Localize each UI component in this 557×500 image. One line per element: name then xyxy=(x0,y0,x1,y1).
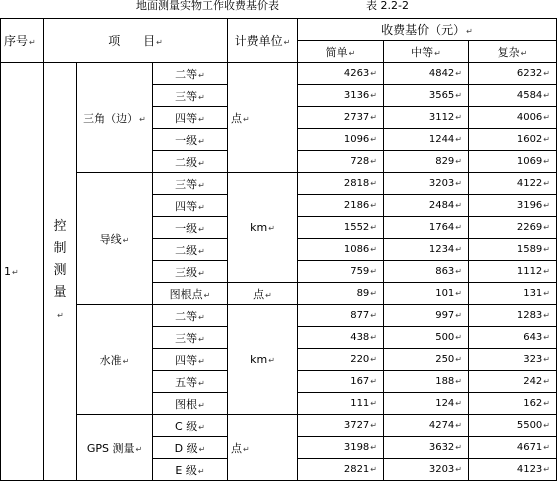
table-row xyxy=(1,173,557,195)
return-mark-icon: ↵ xyxy=(198,92,205,102)
grade-label: 四等 xyxy=(175,353,198,367)
return-mark-icon: ↵ xyxy=(455,245,462,254)
grade-cell xyxy=(153,459,228,481)
price-complex: 4671 xyxy=(516,442,543,453)
price-complex-cell xyxy=(469,327,557,349)
price-medium-cell xyxy=(384,85,469,107)
grade-label: 五等 xyxy=(175,375,198,389)
return-mark-icon: ↵ xyxy=(243,114,250,124)
return-mark-icon: ↵ xyxy=(543,355,550,364)
return-mark-icon: ↵ xyxy=(198,422,205,432)
price-medium-cell xyxy=(384,173,469,195)
price-medium: 2484 xyxy=(428,200,455,211)
table-title: 地面测量实物工作收费基价表 xyxy=(136,0,279,12)
price-simple-cell xyxy=(298,349,384,371)
price-complex: 4006 xyxy=(516,112,543,123)
price-medium-cell xyxy=(384,371,469,393)
return-mark-icon: ↵ xyxy=(203,290,211,300)
grade-cell xyxy=(153,173,228,195)
return-mark-icon: ↵ xyxy=(122,235,130,245)
seq-number: 1 xyxy=(4,265,11,278)
price-complex-cell xyxy=(469,283,557,305)
price-complex-cell xyxy=(469,371,557,393)
price-complex-cell xyxy=(469,85,557,107)
price-complex: 3196 xyxy=(516,200,543,211)
price-simple-cell xyxy=(298,437,384,459)
group-name: GPS 测量 xyxy=(86,441,135,455)
grade-label: 三等 xyxy=(175,89,198,103)
group-name-cell xyxy=(77,173,153,305)
price-simple: 438 xyxy=(350,332,370,343)
price-complex-cell xyxy=(469,151,557,173)
return-mark-icon: ↵ xyxy=(198,378,205,388)
price-complex-cell xyxy=(469,107,557,129)
grade-cell xyxy=(153,63,228,85)
grade-cell xyxy=(153,327,228,349)
group-name: 导线 xyxy=(99,232,122,246)
return-mark-icon: ↵ xyxy=(370,399,377,408)
price-medium: 500 xyxy=(435,332,455,343)
price-complex: 1069 xyxy=(516,156,543,167)
return-mark-icon: ↵ xyxy=(198,312,205,322)
return-mark-icon: ↵ xyxy=(122,356,130,366)
price-complex: 323 xyxy=(523,354,543,365)
return-mark-icon: ↵ xyxy=(198,70,205,80)
price-medium: 188 xyxy=(435,376,455,387)
price-simple: 2821 xyxy=(343,464,370,475)
grade-cell xyxy=(153,107,228,129)
grade-label: 二级 xyxy=(175,243,198,257)
table-number: 表 2.2-2 xyxy=(366,0,409,12)
header-seq: 序号↵ xyxy=(1,19,44,63)
price-medium-cell xyxy=(384,349,469,371)
price-medium-cell xyxy=(384,195,469,217)
return-mark-icon: ↵ xyxy=(370,157,377,166)
group-name-cell xyxy=(77,63,153,173)
return-mark-icon: ↵ xyxy=(543,201,550,210)
grade-label: D 级 xyxy=(174,441,198,455)
price-simple-cell xyxy=(298,305,384,327)
unit-cell xyxy=(228,63,298,173)
price-medium: 250 xyxy=(435,354,455,365)
price-complex: 162 xyxy=(523,398,543,409)
return-mark-icon: ↵ xyxy=(135,444,143,454)
category-cell xyxy=(44,63,77,481)
return-mark-icon: ↵ xyxy=(543,245,550,254)
header-medium: 中等↵ xyxy=(384,41,469,63)
return-mark-icon: ↵ xyxy=(243,444,250,454)
price-simple-cell xyxy=(298,459,384,481)
grade-label: C 级 xyxy=(175,419,198,433)
header-complex: 复杂↵ xyxy=(469,41,557,63)
price-simple: 728 xyxy=(350,156,370,167)
return-mark-icon: ↵ xyxy=(198,400,205,410)
grade-label: E 级 xyxy=(175,463,197,477)
return-mark-icon: ↵ xyxy=(455,91,462,100)
return-mark-icon: ↵ xyxy=(543,421,550,430)
header-simple: 简单↵ xyxy=(298,41,384,63)
fee-table xyxy=(0,18,557,481)
price-complex: 1112 xyxy=(516,266,543,277)
return-mark-icon: ↵ xyxy=(57,311,64,320)
price-complex: 1589 xyxy=(516,244,543,255)
return-mark-icon: ↵ xyxy=(455,333,462,342)
grade-label: 四等 xyxy=(175,111,198,125)
price-medium: 1244 xyxy=(428,134,455,145)
price-simple-cell xyxy=(298,129,384,151)
unit-label: km xyxy=(250,353,268,366)
price-simple-cell xyxy=(298,195,384,217)
return-mark-icon: ↵ xyxy=(543,267,550,276)
price-simple-cell xyxy=(298,261,384,283)
price-medium-cell xyxy=(384,129,469,151)
grade-label: 一级 xyxy=(175,221,198,235)
price-medium: 4274 xyxy=(428,420,455,431)
return-mark-icon: ↵ xyxy=(543,289,550,298)
price-medium-cell xyxy=(384,239,469,261)
price-medium: 997 xyxy=(435,310,455,321)
group-name-cell xyxy=(77,415,153,481)
price-complex: 1602 xyxy=(516,134,543,145)
price-simple: 2186 xyxy=(343,200,370,211)
grade-label: 一级 xyxy=(175,133,198,147)
price-medium-cell xyxy=(384,63,469,85)
price-medium: 3203 xyxy=(428,464,455,475)
price-medium: 3565 xyxy=(428,90,455,101)
grade-label: 二等 xyxy=(175,309,198,323)
unit-cell xyxy=(228,305,298,415)
return-mark-icon: ↵ xyxy=(370,135,377,144)
grade-cell xyxy=(153,415,228,437)
group-name-cell xyxy=(77,305,153,415)
price-simple-cell xyxy=(298,151,384,173)
price-simple-cell xyxy=(298,371,384,393)
price-complex-cell xyxy=(469,393,557,415)
grade-cell xyxy=(153,371,228,393)
grade-label: 三等 xyxy=(175,177,198,191)
price-complex-cell xyxy=(469,173,557,195)
unit-label: 点 xyxy=(253,287,265,301)
return-mark-icon: ↵ xyxy=(370,223,377,232)
category-char: 控 xyxy=(53,219,67,234)
return-mark-icon: ↵ xyxy=(543,69,550,78)
grade-cell xyxy=(153,261,228,283)
return-mark-icon: ↵ xyxy=(455,69,462,78)
category-char: 测 xyxy=(53,263,67,278)
price-medium: 863 xyxy=(435,266,455,277)
price-simple: 2737 xyxy=(343,112,370,123)
price-simple: 3136 xyxy=(343,90,370,101)
return-mark-icon: ↵ xyxy=(268,224,275,233)
price-simple: 111 xyxy=(350,398,370,409)
price-complex: 1283 xyxy=(516,310,543,321)
return-mark-icon: ↵ xyxy=(455,443,462,452)
price-medium: 4842 xyxy=(428,68,455,79)
price-complex: 6232 xyxy=(516,68,543,79)
grade-cell xyxy=(153,349,228,371)
header-price: 收费基价（元）↵ xyxy=(298,19,557,41)
price-simple-cell xyxy=(298,173,384,195)
unit-cell xyxy=(228,283,298,305)
return-mark-icon: ↵ xyxy=(268,356,275,365)
price-complex: 4584 xyxy=(516,90,543,101)
return-mark-icon: ↵ xyxy=(198,246,205,256)
grade-label: 三等 xyxy=(175,331,198,345)
price-complex-cell xyxy=(469,415,557,437)
return-mark-icon: ↵ xyxy=(455,201,462,210)
grade-label: 图根 xyxy=(175,397,198,411)
price-medium: 101 xyxy=(435,288,455,299)
table-row xyxy=(1,63,557,85)
price-simple-cell xyxy=(298,217,384,239)
price-simple: 167 xyxy=(350,376,370,387)
grade-cell xyxy=(153,437,228,459)
return-mark-icon: ↵ xyxy=(455,135,462,144)
price-complex-cell xyxy=(469,261,557,283)
price-medium-cell xyxy=(384,327,469,349)
price-simple: 1086 xyxy=(343,244,370,255)
grade-cell xyxy=(153,239,228,261)
price-medium-cell xyxy=(384,151,469,173)
price-medium: 124 xyxy=(435,398,455,409)
return-mark-icon: ↵ xyxy=(543,465,550,474)
category-char: 量 xyxy=(53,285,67,300)
return-mark-icon: ↵ xyxy=(543,135,550,144)
price-complex: 131 xyxy=(523,288,543,299)
return-mark-icon: ↵ xyxy=(455,223,462,232)
return-mark-icon: ↵ xyxy=(543,157,550,166)
category-label xyxy=(53,216,67,327)
grade-label: 三级 xyxy=(175,265,198,279)
return-mark-icon: ↵ xyxy=(543,399,550,408)
unit-label: 点 xyxy=(231,111,242,125)
return-mark-icon: ↵ xyxy=(455,399,462,408)
category-char: 制 xyxy=(53,241,67,256)
return-mark-icon: ↵ xyxy=(370,267,377,276)
return-mark-icon: ↵ xyxy=(198,224,205,234)
return-mark-icon: ↵ xyxy=(370,113,377,122)
return-mark-icon: ↵ xyxy=(543,311,550,320)
price-simple-cell xyxy=(298,239,384,261)
return-mark-icon: ↵ xyxy=(370,179,377,188)
price-complex-cell xyxy=(469,349,557,371)
grade-cell xyxy=(153,217,228,239)
grade-cell xyxy=(153,85,228,107)
title-row xyxy=(0,0,557,14)
return-mark-icon: ↵ xyxy=(455,465,462,474)
price-medium-cell xyxy=(384,437,469,459)
price-medium-cell xyxy=(384,393,469,415)
return-mark-icon: ↵ xyxy=(139,114,146,124)
price-complex-cell xyxy=(469,195,557,217)
price-medium-cell xyxy=(384,107,469,129)
return-mark-icon: ↵ xyxy=(370,69,377,78)
return-mark-icon: ↵ xyxy=(370,311,377,320)
grade-label: 图根点 xyxy=(169,287,203,301)
return-mark-icon: ↵ xyxy=(370,201,377,210)
grade-cell xyxy=(153,195,228,217)
return-mark-icon: ↵ xyxy=(543,333,550,342)
return-mark-icon: ↵ xyxy=(198,136,205,146)
return-mark-icon: ↵ xyxy=(543,377,550,386)
return-mark-icon: ↵ xyxy=(455,377,462,386)
group-name: 水准 xyxy=(99,353,122,367)
grade-label: 二级 xyxy=(175,155,198,169)
price-medium: 3632 xyxy=(428,442,455,453)
return-mark-icon: ↵ xyxy=(370,465,377,474)
price-simple: 877 xyxy=(350,310,370,321)
unit-label: km xyxy=(250,221,268,234)
return-mark-icon: ↵ xyxy=(543,113,550,122)
table-row xyxy=(1,305,557,327)
price-medium-cell xyxy=(384,459,469,481)
return-mark-icon: ↵ xyxy=(198,444,206,454)
unit-label: 点 xyxy=(231,441,242,455)
return-mark-icon: ↵ xyxy=(543,443,550,452)
price-complex-cell xyxy=(469,129,557,151)
seq-cell xyxy=(1,63,44,481)
header-item: 项 目↵ xyxy=(44,19,228,63)
return-mark-icon: ↵ xyxy=(198,114,205,124)
price-simple: 4263 xyxy=(343,68,370,79)
return-mark-icon: ↵ xyxy=(370,245,377,254)
price-simple-cell xyxy=(298,415,384,437)
price-medium-cell xyxy=(384,415,469,437)
price-simple-cell xyxy=(298,107,384,129)
return-mark-icon: ↵ xyxy=(12,268,19,277)
price-complex: 5500 xyxy=(516,420,543,431)
unit-cell xyxy=(228,173,298,283)
return-mark-icon: ↵ xyxy=(543,91,550,100)
price-medium: 829 xyxy=(435,156,455,167)
return-mark-icon: ↵ xyxy=(370,289,377,298)
price-medium: 3203 xyxy=(428,178,455,189)
return-mark-icon: ↵ xyxy=(370,333,377,342)
grade-cell xyxy=(153,305,228,327)
price-simple: 89 xyxy=(356,288,370,299)
group-name: 三角（边） xyxy=(83,111,139,125)
return-mark-icon: ↵ xyxy=(455,267,462,276)
price-complex-cell xyxy=(469,239,557,261)
price-complex: 4123 xyxy=(516,464,543,475)
price-medium-cell xyxy=(384,261,469,283)
price-complex: 4122 xyxy=(516,178,543,189)
price-medium-cell xyxy=(384,283,469,305)
price-medium: 1764 xyxy=(428,222,455,233)
price-medium: 1234 xyxy=(428,244,455,255)
grade-cell xyxy=(153,129,228,151)
price-complex: 2269 xyxy=(516,222,543,233)
price-medium: 3112 xyxy=(428,112,455,123)
header-unit: 计费单位↵ xyxy=(228,19,298,63)
price-medium-cell xyxy=(384,305,469,327)
price-simple: 3198 xyxy=(343,442,370,453)
price-simple: 1552 xyxy=(343,222,370,233)
price-simple: 2818 xyxy=(343,178,370,189)
return-mark-icon: ↵ xyxy=(370,355,377,364)
price-simple-cell xyxy=(298,327,384,349)
header-row-1 xyxy=(1,19,557,41)
price-simple-cell xyxy=(298,63,384,85)
grade-label: 四等 xyxy=(175,199,198,213)
price-complex-cell xyxy=(469,217,557,239)
price-simple: 220 xyxy=(350,354,370,365)
price-simple: 759 xyxy=(350,266,370,277)
return-mark-icon: ↵ xyxy=(370,377,377,386)
return-mark-icon: ↵ xyxy=(198,334,205,344)
table-row xyxy=(1,415,557,437)
grade-cell xyxy=(153,393,228,415)
return-mark-icon: ↵ xyxy=(455,421,462,430)
price-complex-cell xyxy=(469,459,557,481)
return-mark-icon: ↵ xyxy=(198,180,205,190)
price-medium-cell xyxy=(384,217,469,239)
unit-cell xyxy=(228,415,298,481)
return-mark-icon: ↵ xyxy=(455,311,462,320)
return-mark-icon: ↵ xyxy=(198,356,205,366)
price-complex-cell xyxy=(469,63,557,85)
price-complex-cell xyxy=(469,305,557,327)
return-mark-icon: ↵ xyxy=(370,91,377,100)
price-complex-cell xyxy=(469,437,557,459)
price-complex: 643 xyxy=(523,332,543,343)
return-mark-icon: ↵ xyxy=(455,113,462,122)
return-mark-icon: ↵ xyxy=(198,202,205,212)
return-mark-icon: ↵ xyxy=(197,466,205,476)
return-mark-icon: ↵ xyxy=(543,179,550,188)
price-complex: 242 xyxy=(523,376,543,387)
price-simple: 1096 xyxy=(343,134,370,145)
return-mark-icon: ↵ xyxy=(455,289,462,298)
price-simple-cell xyxy=(298,393,384,415)
return-mark-icon: ↵ xyxy=(198,268,205,278)
grade-cell xyxy=(153,283,228,305)
return-mark-icon: ↵ xyxy=(543,223,550,232)
price-simple: 3727 xyxy=(343,420,370,431)
return-mark-icon: ↵ xyxy=(370,421,377,430)
price-simple-cell xyxy=(298,85,384,107)
grade-cell xyxy=(153,151,228,173)
return-mark-icon: ↵ xyxy=(265,290,272,300)
return-mark-icon: ↵ xyxy=(455,157,462,166)
return-mark-icon: ↵ xyxy=(370,443,377,452)
return-mark-icon: ↵ xyxy=(455,179,462,188)
return-mark-icon: ↵ xyxy=(198,158,205,168)
price-simple-cell xyxy=(298,283,384,305)
grade-label: 二等 xyxy=(175,67,198,81)
return-mark-icon: ↵ xyxy=(455,355,462,364)
